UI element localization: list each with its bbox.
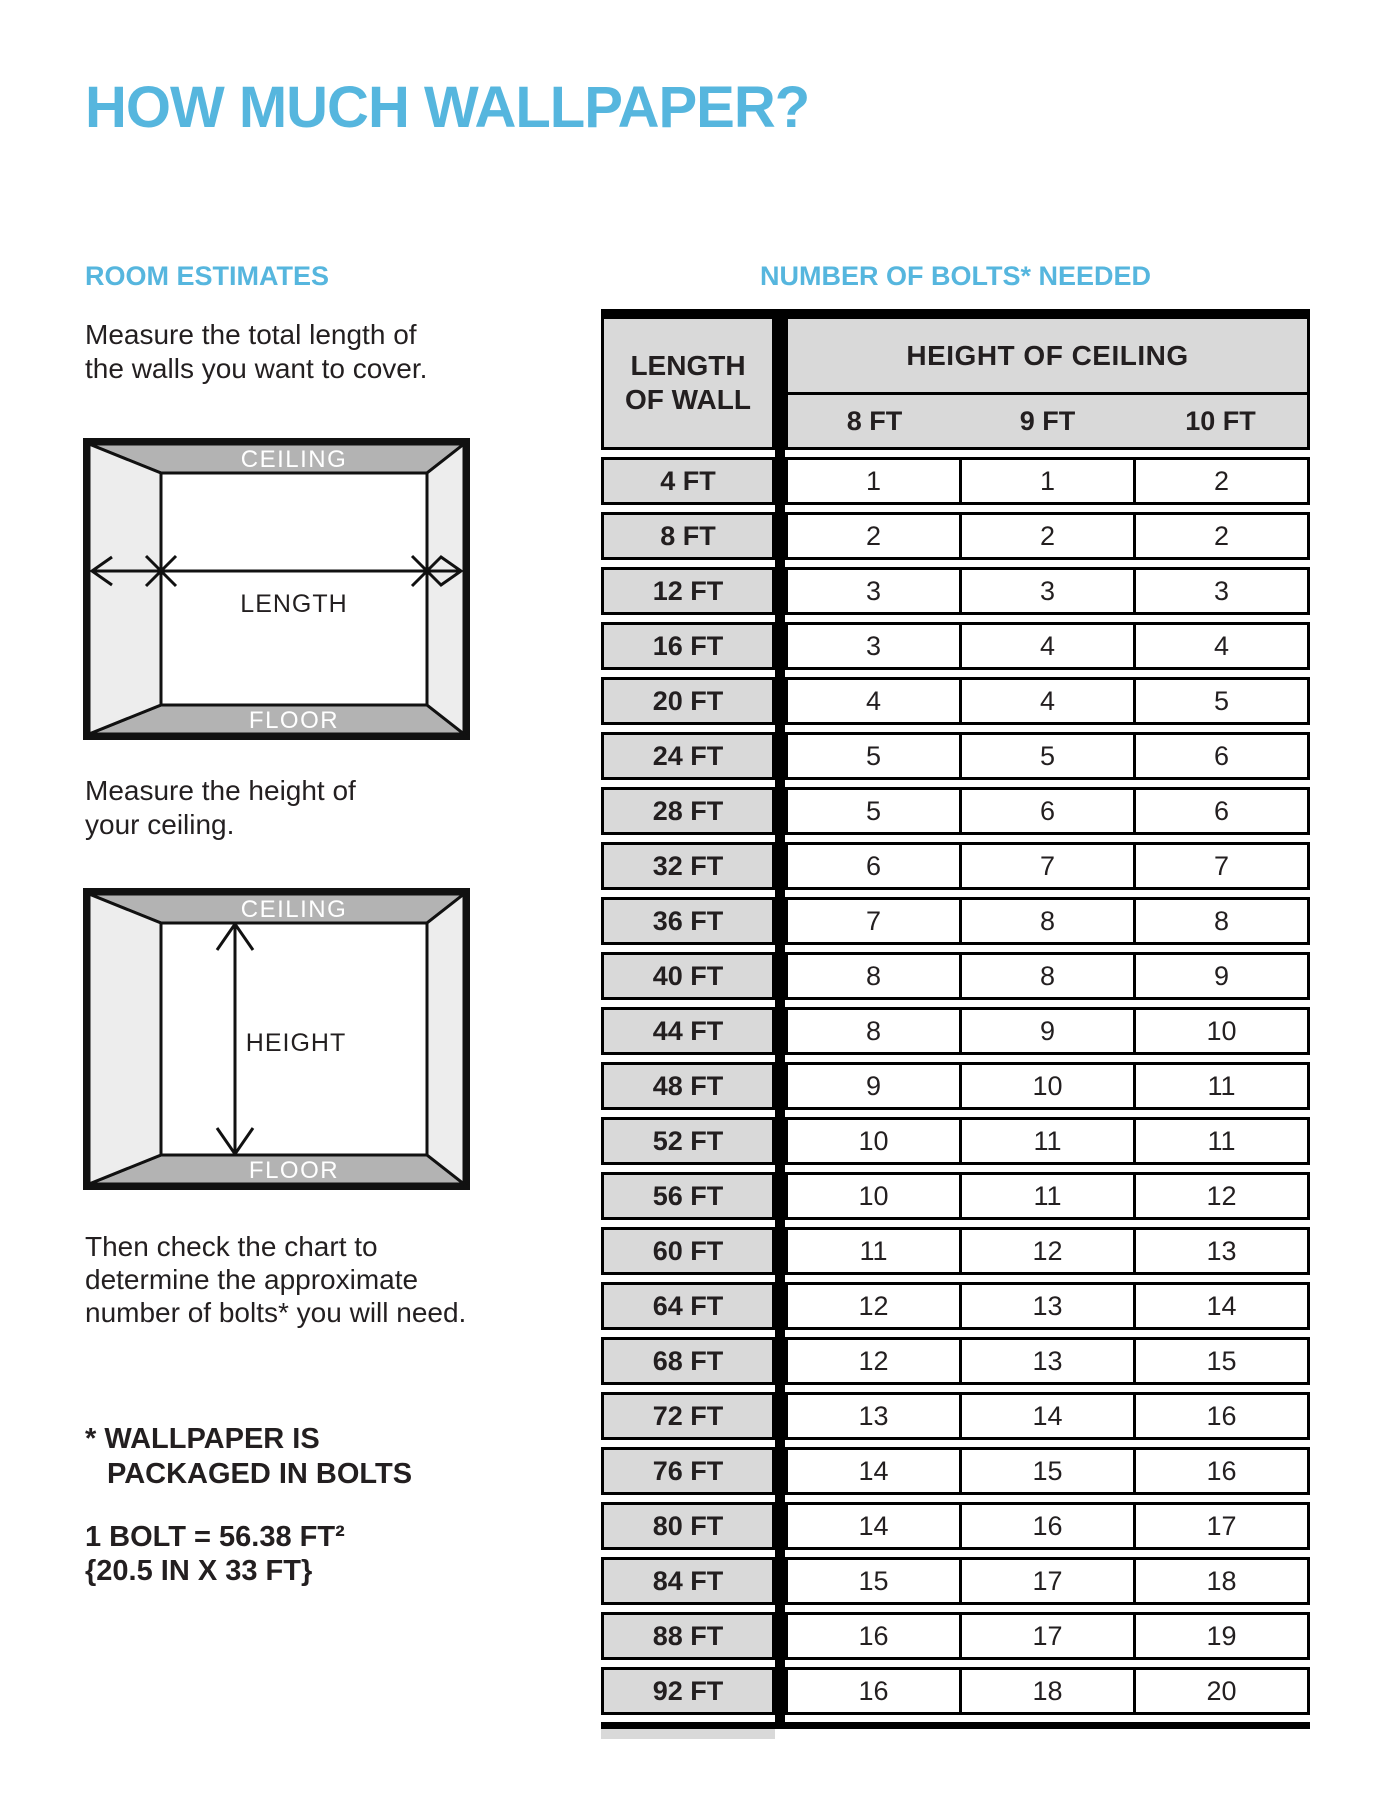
bolt-count-cell: 19 <box>1206 1620 1237 1651</box>
bolt-count-cell: 8 <box>962 900 1136 942</box>
instruction-line: determine the approximate <box>85 1264 419 1295</box>
bolt-count-cell: 6 <box>1213 795 1230 826</box>
footnote-line: PACKAGED IN BOLTS <box>107 1458 413 1490</box>
bolt-count-cell: 2 <box>788 515 962 557</box>
wall-length-cell: 76 FT <box>601 1447 775 1495</box>
table-row <box>601 1502 1310 1550</box>
bolt-count-cell: 16 <box>962 1505 1136 1547</box>
page-title: HOW MUCH WALLPAPER? <box>85 75 810 140</box>
table-row <box>601 567 1310 615</box>
measure-height-instruction <box>85 774 356 842</box>
table-row <box>601 1172 1310 1220</box>
bolt-count-cell: 11 <box>962 1175 1136 1217</box>
instruction-line: Measure the height of <box>85 775 356 806</box>
table-row <box>601 1667 1310 1715</box>
wall-length-cell: 92 FT <box>601 1667 775 1715</box>
bolt-count-cells <box>785 732 1310 780</box>
wall-length-cell: 60 FT <box>601 1227 775 1275</box>
bolt-count-cell: 15 <box>962 1450 1136 1492</box>
bolt-count-cells <box>785 1337 1310 1385</box>
wall-length-cell: 44 FT <box>601 1007 775 1055</box>
bolt-count-cell: 4 <box>788 680 962 722</box>
length-of-wall-line: LENGTH <box>630 350 746 381</box>
table-row <box>601 732 1310 780</box>
measure-length-instruction <box>85 318 427 386</box>
back-wall-face <box>161 473 427 705</box>
wall-length-cell: 24 FT <box>601 732 775 780</box>
table-row <box>601 622 1310 670</box>
floor-label: FLOOR <box>248 1157 340 1184</box>
left-wall-face <box>89 444 161 734</box>
room-length-diagram <box>83 438 470 740</box>
table-bottom-bar <box>601 1722 1310 1729</box>
bolt-count-cell: 17 <box>1206 1510 1237 1541</box>
table-row <box>601 952 1310 1000</box>
instruction-line: the walls you want to cover. <box>85 353 428 384</box>
table-row <box>601 1392 1310 1440</box>
instruction-line: your ceiling. <box>85 809 235 840</box>
bolt-count-cells <box>785 897 1310 945</box>
bolt-count-cell: 5 <box>788 735 962 777</box>
bolt-count-cell: 4 <box>1213 630 1230 661</box>
wall-length-cell: 64 FT <box>601 1282 775 1330</box>
bolt-count-cell: 8 <box>788 955 962 997</box>
bolt-count-cell: 2 <box>1213 465 1230 496</box>
table-row <box>601 1282 1310 1330</box>
table-row <box>601 512 1310 560</box>
bolt-count-cell: 17 <box>962 1615 1136 1657</box>
wall-length-cell: 68 FT <box>601 1337 775 1385</box>
height-label: HEIGHT <box>245 1029 347 1057</box>
left-wall-face <box>89 894 161 1184</box>
bolt-count-cell: 9 <box>1213 960 1230 991</box>
table-footer-stub <box>601 1729 775 1739</box>
right-wall-face <box>427 444 464 734</box>
wall-length-cell: 72 FT <box>601 1392 775 1440</box>
bolts-footnote <box>85 1422 412 1492</box>
bolt-count-cell: 12 <box>962 1230 1136 1272</box>
bolt-count-cell: 15 <box>1206 1345 1237 1376</box>
bolt-count-cell: 13 <box>962 1340 1136 1382</box>
bolt-count-cells <box>785 1172 1310 1220</box>
bolt-count-cell: 3 <box>788 570 962 612</box>
bolt-table <box>601 309 1310 1729</box>
bolt-count-cell: 10 <box>1206 1015 1237 1046</box>
wall-length-cell: 56 FT <box>601 1172 775 1220</box>
bolt-count-cell: 3 <box>788 625 962 667</box>
wall-length-cell: 4 FT <box>601 457 775 505</box>
table-row <box>601 897 1310 945</box>
bolt-count-cell: 20 <box>1206 1675 1237 1706</box>
bolt-count-cells <box>785 787 1310 835</box>
floor-label: FLOOR <box>248 707 340 734</box>
bolt-count-cell: 5 <box>788 790 962 832</box>
wall-length-cell: 36 FT <box>601 897 775 945</box>
bolt-count-cell: 15 <box>788 1560 962 1602</box>
bolt-count-cell: 14 <box>788 1450 962 1492</box>
bolt-count-cells <box>785 1007 1310 1055</box>
wall-length-cell: 52 FT <box>601 1117 775 1165</box>
bolt-count-cell: 1 <box>788 460 962 502</box>
table-row <box>601 1117 1310 1165</box>
bolt-count-cell: 4 <box>962 625 1136 667</box>
wall-length-cell: 48 FT <box>601 1062 775 1110</box>
table-row <box>601 1447 1310 1495</box>
table-row <box>601 1007 1310 1055</box>
wall-length-cell: 28 FT <box>601 787 775 835</box>
bolt-count-cells <box>785 1447 1310 1495</box>
bolt-count-cell: 9 <box>788 1065 962 1107</box>
bolt-count-cell: 5 <box>1213 685 1230 716</box>
bolt-count-cell: 18 <box>962 1670 1136 1712</box>
bolt-count-cell: 11 <box>1207 1125 1236 1156</box>
bolt-count-cell: 6 <box>1213 740 1230 771</box>
instruction-line: Then check the chart to <box>85 1231 378 1262</box>
bolt-count-cells <box>785 622 1310 670</box>
table-row <box>601 787 1310 835</box>
room-height-diagram <box>83 888 470 1190</box>
height-of-ceiling-header: HEIGHT OF CEILING <box>788 319 1307 395</box>
bolt-count-cell: 16 <box>1206 1400 1237 1431</box>
bolt-count-cell: 1 <box>962 460 1136 502</box>
bolt-count-cells <box>785 1227 1310 1275</box>
ceiling-height-col-8ft: 8 FT <box>846 405 903 436</box>
bolt-size-info <box>85 1520 345 1588</box>
ceiling-header-group <box>785 316 1310 450</box>
bolt-count-cells <box>785 842 1310 890</box>
bolt-count-cell: 10 <box>788 1120 962 1162</box>
bolt-count-cell: 16 <box>788 1670 962 1712</box>
length-of-wall-line: OF WALL <box>625 384 751 415</box>
room-estimates-heading: ROOM ESTIMATES <box>85 261 330 291</box>
bolt-count-cell: 11 <box>788 1230 962 1272</box>
ceiling-label: CEILING <box>240 446 348 473</box>
ceiling-height-subheader <box>788 395 1307 447</box>
bolt-count-cell: 12 <box>1206 1180 1237 1211</box>
table-column-divider <box>775 309 785 1729</box>
wall-length-cell: 16 FT <box>601 622 775 670</box>
bolt-count-cells <box>785 457 1310 505</box>
table-row <box>601 1612 1310 1660</box>
bolt-count-cells <box>785 1612 1310 1660</box>
bolt-count-cell: 13 <box>1206 1235 1237 1266</box>
bolt-count-cell: 13 <box>788 1395 962 1437</box>
bolt-size-line: 1 BOLT = 56.38 FT² <box>85 1521 345 1553</box>
bolt-count-cells <box>785 512 1310 560</box>
bolt-count-cells <box>785 1392 1310 1440</box>
bolt-count-cell: 6 <box>788 845 962 887</box>
right-wall-face <box>427 894 464 1184</box>
table-header <box>601 316 1310 450</box>
bolt-count-cell: 2 <box>1213 520 1230 551</box>
bolt-count-cell: 3 <box>1213 575 1230 606</box>
bolt-count-cell: 14 <box>962 1395 1136 1437</box>
bolt-count-cells <box>785 1557 1310 1605</box>
ceiling-height-col-10ft: 10 FT <box>1185 405 1256 436</box>
length-label: LENGTH <box>240 590 348 618</box>
bolt-count-cell: 5 <box>962 735 1136 777</box>
wall-length-cell: 84 FT <box>601 1557 775 1605</box>
bolt-count-cell: 11 <box>1207 1070 1236 1101</box>
table-row <box>601 1227 1310 1275</box>
bolt-count-cell: 13 <box>962 1285 1136 1327</box>
footnote-line: * WALLPAPER IS <box>85 1423 320 1455</box>
check-chart-instruction <box>85 1230 466 1329</box>
bolt-count-cells <box>785 567 1310 615</box>
wall-length-cell: 80 FT <box>601 1502 775 1550</box>
wall-length-cell: 20 FT <box>601 677 775 725</box>
bolt-count-cell: 10 <box>962 1065 1136 1107</box>
bolt-count-cells <box>785 1282 1310 1330</box>
bolt-count-cell: 8 <box>1213 905 1230 936</box>
table-row <box>601 842 1310 890</box>
bolt-count-cell: 8 <box>788 1010 962 1052</box>
bolt-count-cell: 9 <box>962 1010 1136 1052</box>
wall-length-cell: 32 FT <box>601 842 775 890</box>
bolt-count-cell: 7 <box>1213 850 1230 881</box>
wall-length-cell: 88 FT <box>601 1612 775 1660</box>
ceiling-label: CEILING <box>240 896 348 923</box>
bolt-count-cell: 3 <box>962 570 1136 612</box>
table-row <box>601 677 1310 725</box>
bolt-count-cell: 12 <box>788 1340 962 1382</box>
table-row <box>601 1062 1310 1110</box>
bolt-count-cell: 18 <box>1206 1565 1237 1596</box>
bolt-table-rows <box>601 457 1310 1715</box>
bolt-count-cells <box>785 1667 1310 1715</box>
ceiling-height-col-9ft: 9 FT <box>1019 405 1076 436</box>
bolt-count-cell: 16 <box>788 1615 962 1657</box>
bolt-count-cells <box>785 1117 1310 1165</box>
table-row <box>601 1337 1310 1385</box>
bolt-count-cells <box>785 677 1310 725</box>
bolt-count-cell: 14 <box>788 1505 962 1547</box>
bolt-count-cell: 17 <box>962 1560 1136 1602</box>
bolt-count-cell: 8 <box>962 955 1136 997</box>
bolt-count-cell: 11 <box>962 1120 1136 1162</box>
bolt-count-cell: 12 <box>788 1285 962 1327</box>
bolt-count-cell: 14 <box>1206 1290 1237 1321</box>
instruction-line: Measure the total length of <box>85 319 417 350</box>
bolt-count-cell: 6 <box>962 790 1136 832</box>
bolt-count-cell: 4 <box>962 680 1136 722</box>
instruction-line: number of bolts* you will need. <box>85 1297 467 1328</box>
bolt-size-line: {20.5 IN X 33 FT} <box>85 1555 313 1587</box>
bolt-count-cells <box>785 1502 1310 1550</box>
table-row <box>601 1557 1310 1605</box>
bolt-count-cells <box>785 952 1310 1000</box>
wall-length-cell: 12 FT <box>601 567 775 615</box>
wall-length-cell: 8 FT <box>601 512 775 560</box>
wall-length-cell: 40 FT <box>601 952 775 1000</box>
table-row <box>601 457 1310 505</box>
bolt-count-cell: 2 <box>962 515 1136 557</box>
bolt-count-cell: 7 <box>962 845 1136 887</box>
bolt-count-cell: 7 <box>788 900 962 942</box>
number-of-bolts-heading: NUMBER OF BOLTS* NEEDED <box>759 261 1151 291</box>
length-of-wall-header <box>601 316 775 450</box>
bolt-count-cell: 16 <box>1206 1455 1237 1486</box>
bolt-count-cell: 10 <box>788 1175 962 1217</box>
table-top-bar <box>601 309 1310 316</box>
bolt-count-cells <box>785 1062 1310 1110</box>
